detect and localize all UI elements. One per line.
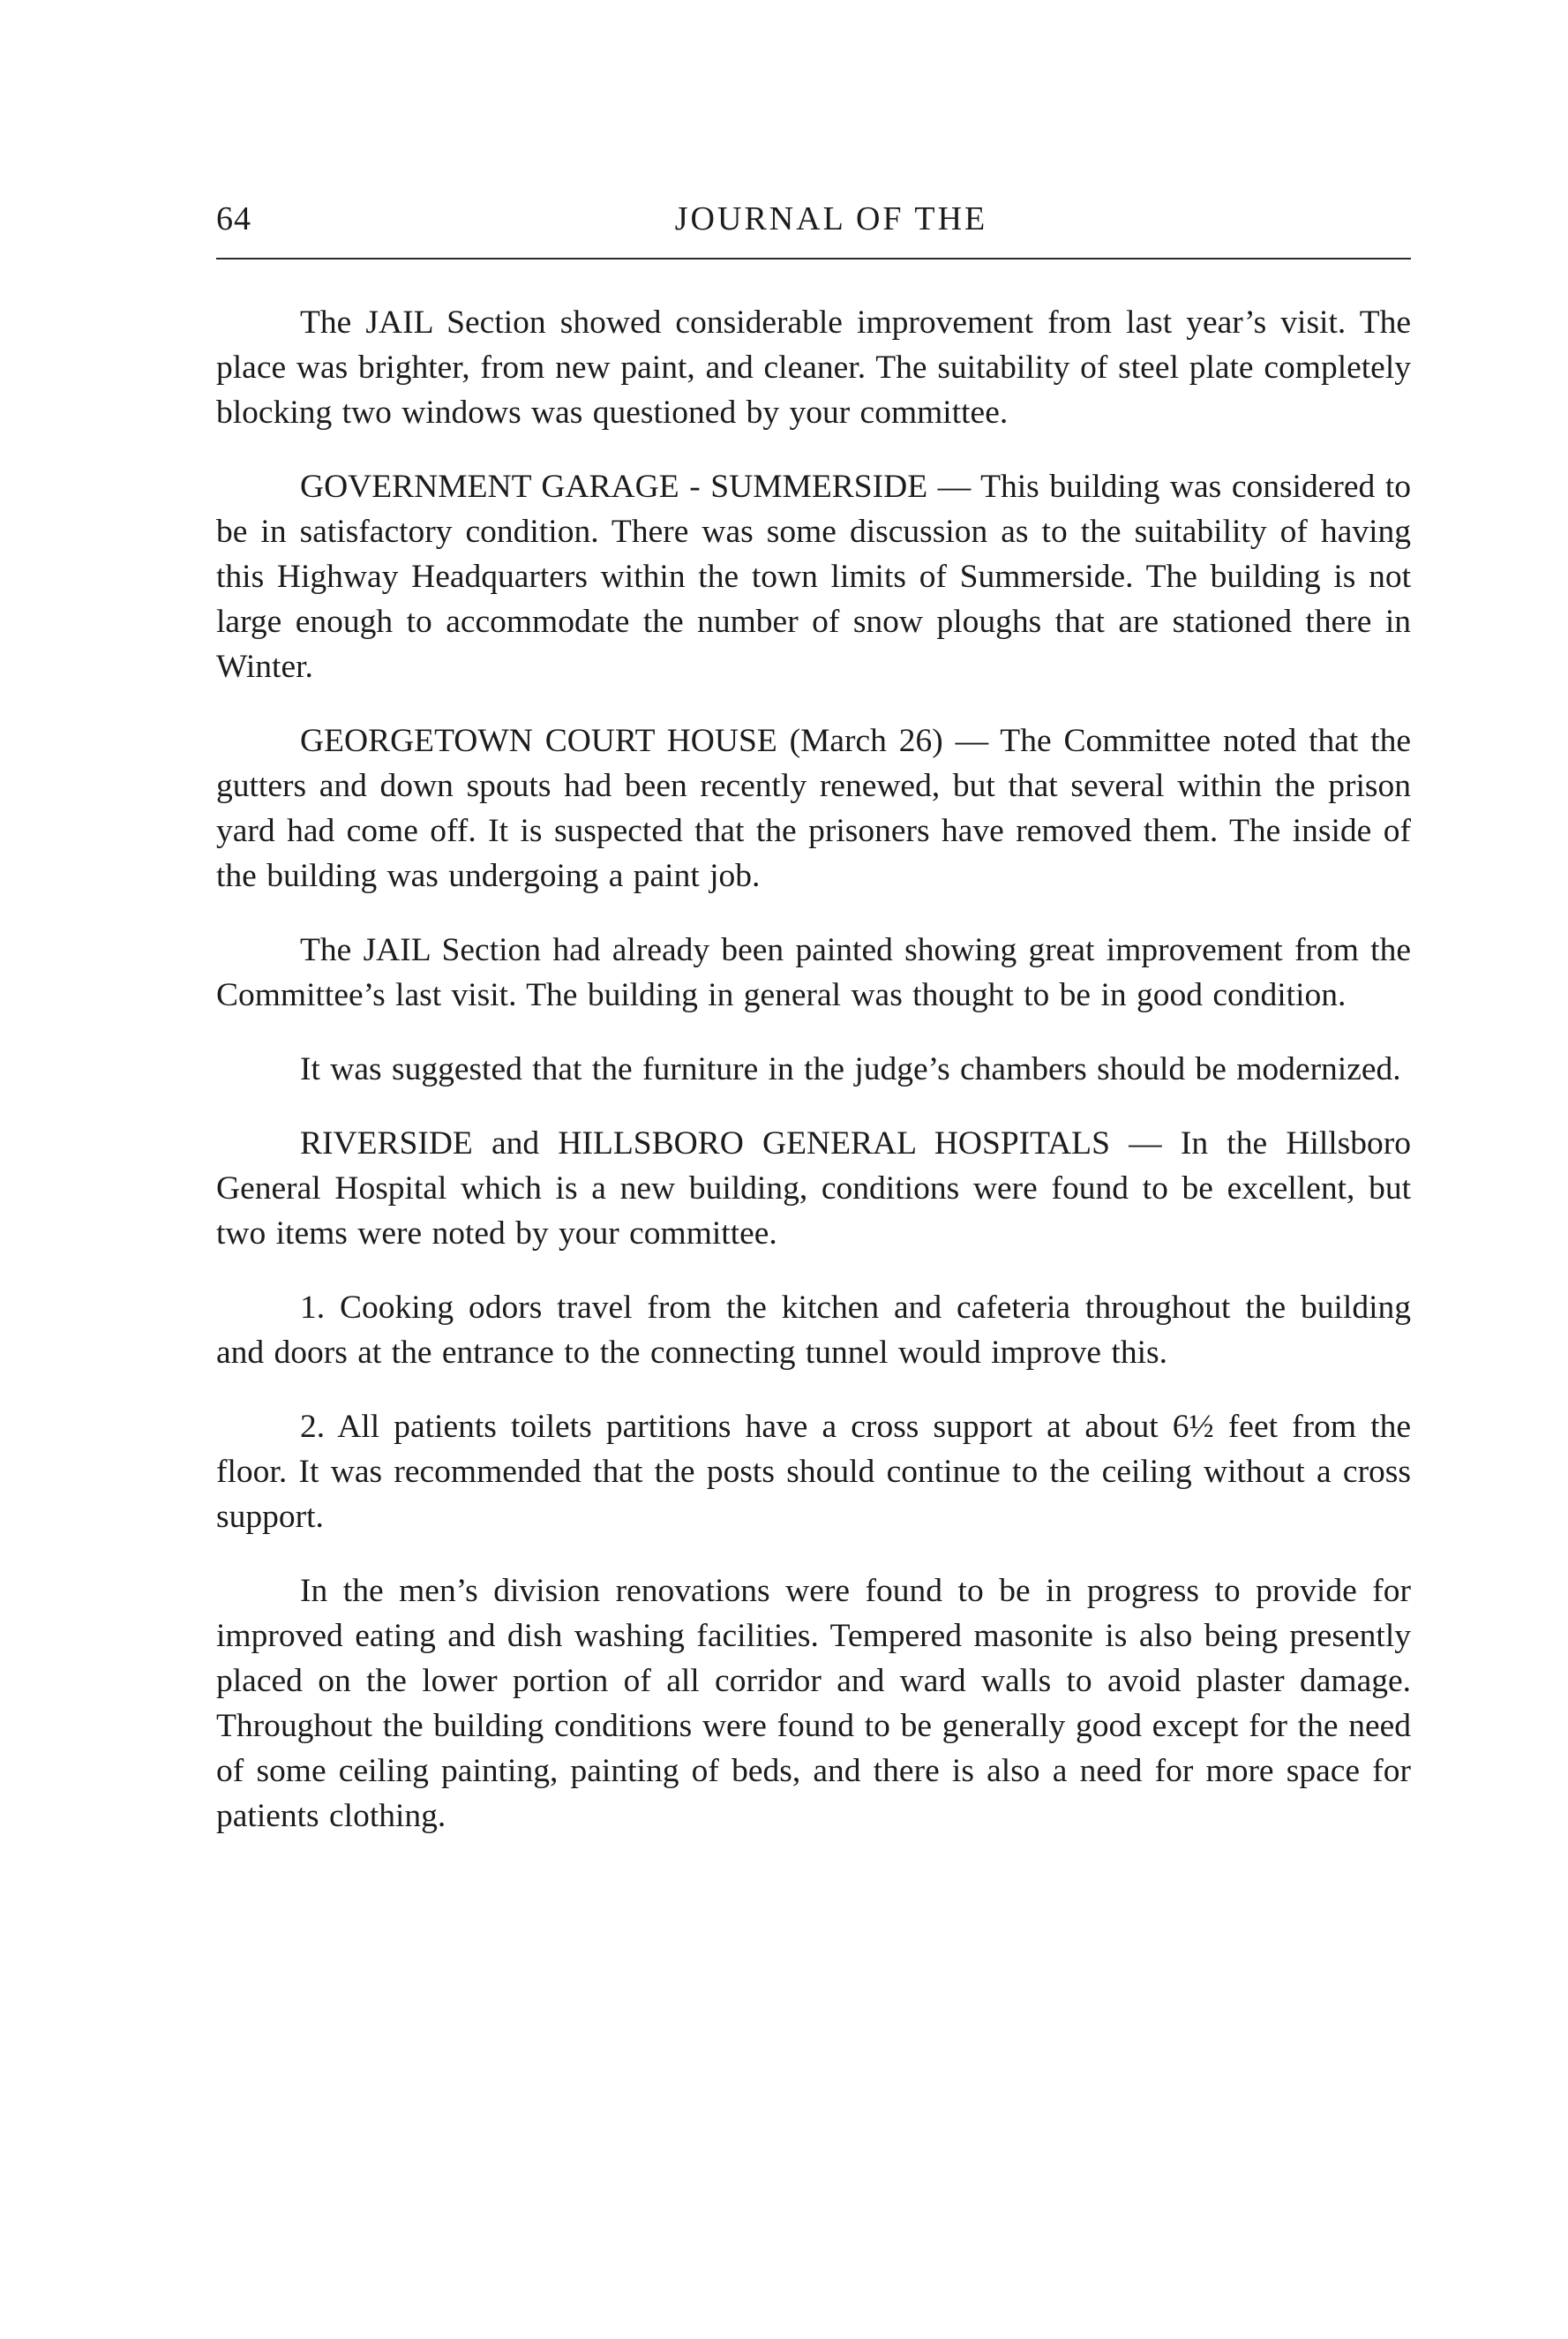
page-header	[216, 199, 1411, 258]
paragraph-judges-chambers: It was suggested that the furniture in the judge’s chambers should be modernized.	[300, 1051, 1401, 1087]
running-head: JOURNAL OF THE	[674, 200, 988, 237]
paragraph-mens-division: In the men’s division renovations were found to be in progress to provide for improved eating and dish washing facilities. Tempered masonite is also being presently placed on the lower portion of all corridor and ward walls to avoid plaster damage. Throughout the building conditions were found to be generally good except for the need of some ceiling painting, painting of beds, and there is also a need for more space for patients clothing.	[216, 1573, 1411, 1834]
paragraph-georgetown-court-house: GEORGETOWN COURT HOUSE (March 26) — The Committee noted that the gutters and down spouts had been recently renewed, but that several within the prison yard had come off. It is suspected that the prisoners have removed them. The inside of the building was undergoing a paint job.	[216, 723, 1411, 894]
list-item-cooking-odors: 1. Cooking odors travel from the kitchen and cafeteria throughout the building and doors at the entrance to the connecting tunnel would improve this.	[216, 1290, 1411, 1371]
paragraph-georgetown-jail: The JAIL Section had already been painted showing great improvement from the Committee’s last visit. The building in general was thought to be in good condition.	[216, 932, 1411, 1013]
paragraph-jail-section: The JAIL Section showed considerable improvement from last year’s visit. The place was brighter, from new paint, and cleaner. The suitability of steel plate completely blocking two windows was questioned by your committee.	[216, 305, 1411, 431]
header-rule	[216, 258, 1411, 259]
page-number: 64	[216, 200, 251, 237]
body-text	[216, 300, 1411, 1868]
list-item-toilet-partitions: 2. All patients toilets partitions have a cross support at about 6½ feet from the floor. It was recommended that the posts should continue to the ceiling without a cross support.	[216, 1409, 1411, 1535]
paragraph-hospitals: RIVERSIDE and HILLSBORO GENERAL HOSPITALS — In the Hillsboro General Hospital which is a new building, conditions were found to be excellent, but two items were noted by your committee.	[216, 1125, 1411, 1252]
paragraph-government-garage: GOVERNMENT GARAGE - SUMMERSIDE — This building was considered to be in satisfactory condition. There was some discussion as to the suitability of having this Highway Headquarters within the town limits of Summerside. The building is not large enough to accommodate the number of snow ploughs that are stationed there in Winter.	[216, 469, 1411, 685]
